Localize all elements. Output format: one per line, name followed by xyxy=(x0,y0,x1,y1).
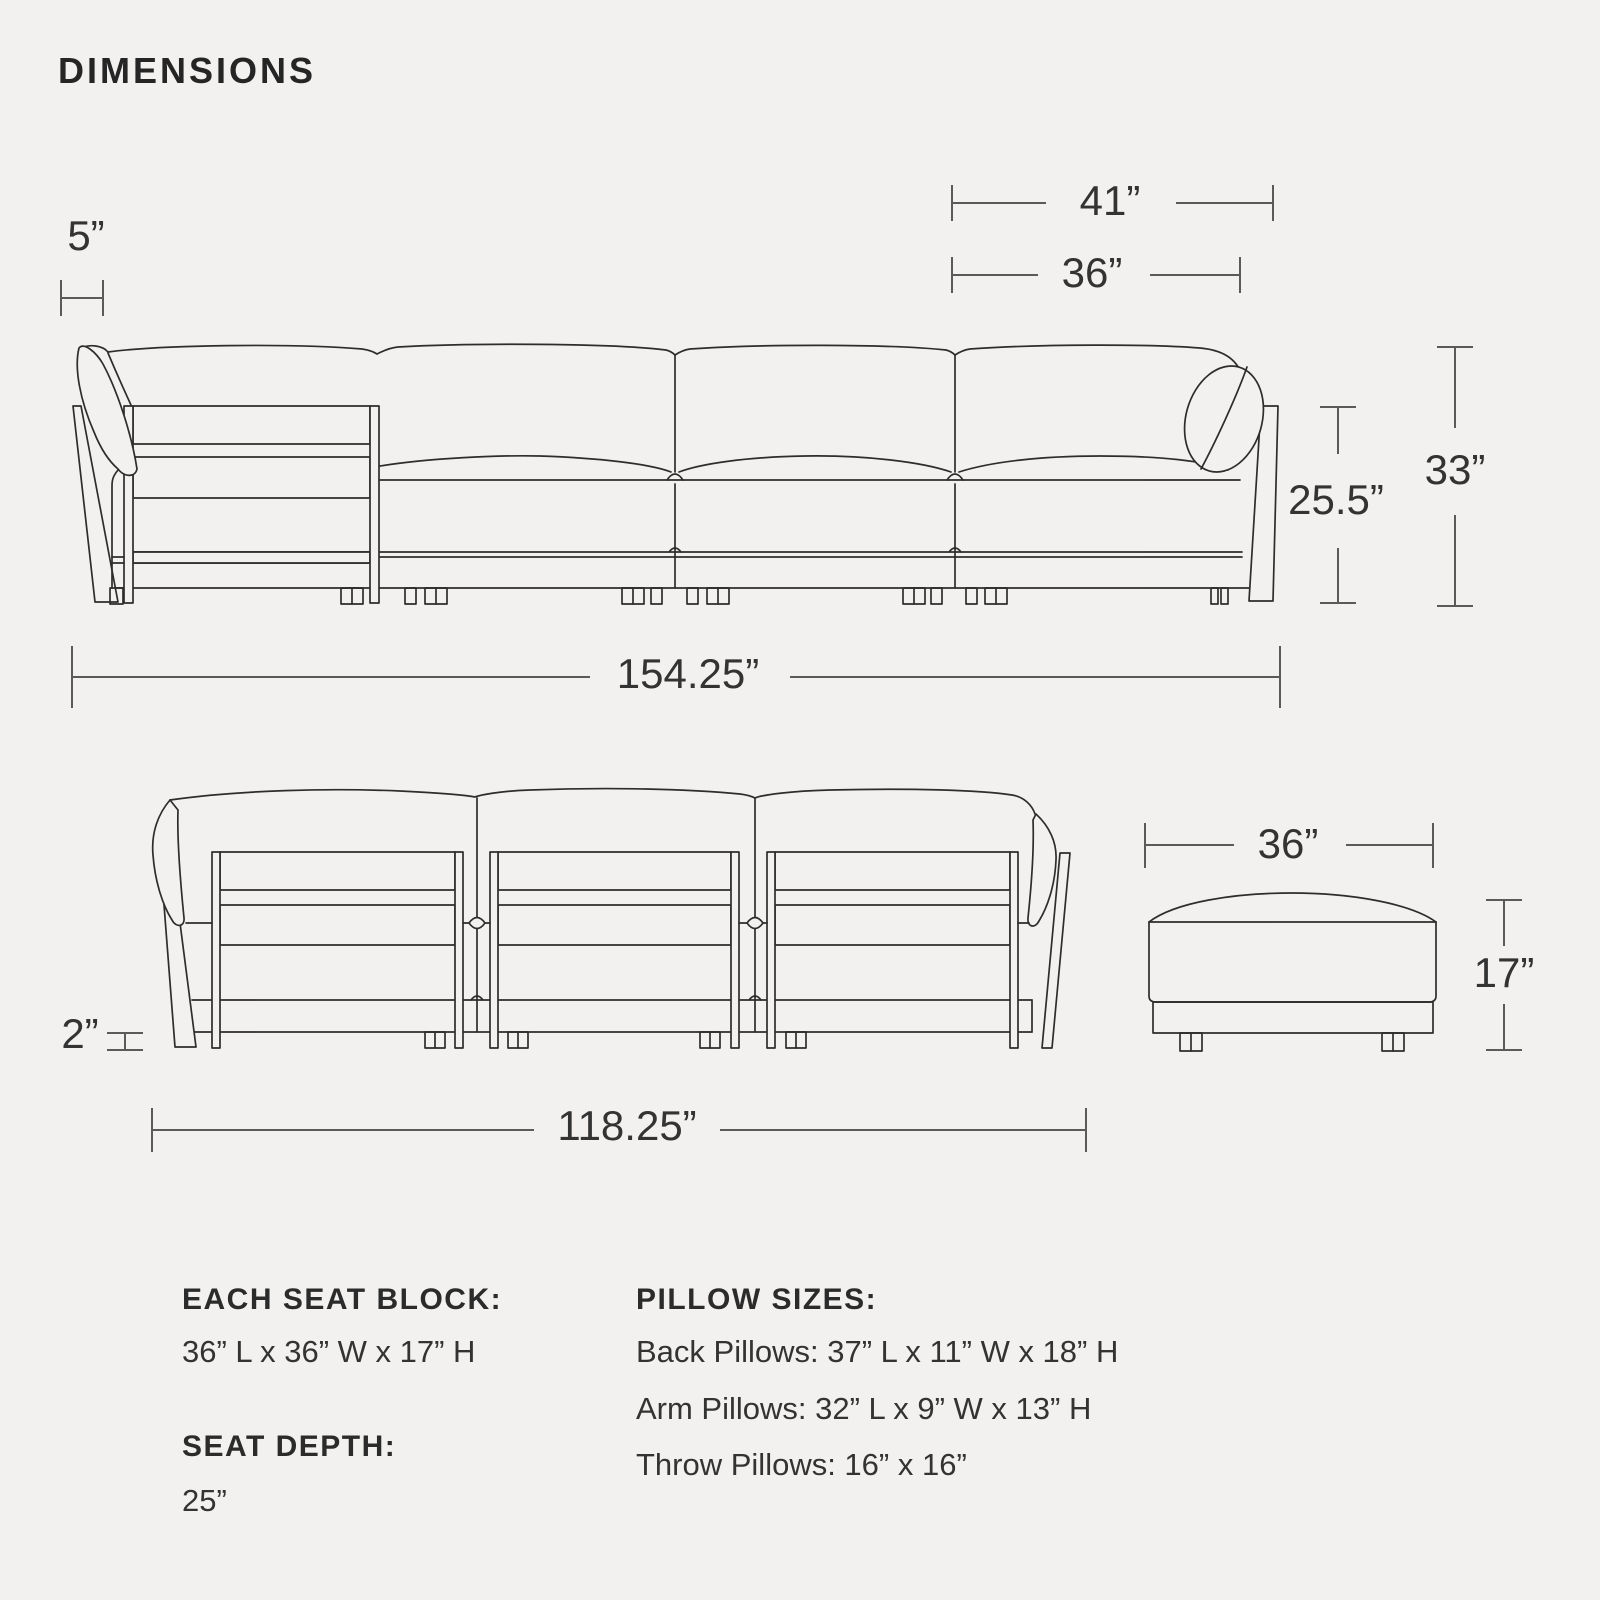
dim-label-ottoman-width: 36” xyxy=(1257,820,1319,867)
seat-block-label: EACH SEAT BLOCK: xyxy=(182,1283,503,1316)
ottoman-drawing xyxy=(1149,893,1436,1051)
dim-label-ottoman-height: 17” xyxy=(1473,949,1535,996)
pillow-arm-value: Arm Pillows: 32” L x 9” W x 13” H xyxy=(636,1391,1092,1426)
back-view-legs xyxy=(425,1032,806,1048)
dim-label-arm-width: 5” xyxy=(67,212,105,259)
pillow-sizes-label: PILLOW SIZES: xyxy=(636,1283,878,1316)
pillow-back-value: Back Pillows: 37” L x 11” W x 18” H xyxy=(636,1334,1119,1369)
seat-depth-label: SEAT DEPTH: xyxy=(182,1430,397,1463)
dimension-lines xyxy=(61,185,1522,1152)
page-title: DIMENSIONS xyxy=(58,50,317,91)
seat-depth-value: 25” xyxy=(182,1483,227,1518)
sectional-back-view-drawing xyxy=(153,789,1070,1048)
seat-block-value: 36” L x 36” W x 17” H xyxy=(182,1334,476,1369)
dim-label-total-length: 154.25” xyxy=(616,650,760,697)
sectional-front-view-drawing xyxy=(73,344,1278,604)
pillow-throw-value: Throw Pillows: 16” x 16” xyxy=(636,1447,967,1482)
dim-label-seat-with-arm: 41” xyxy=(1079,177,1141,224)
front-view-legs xyxy=(341,588,1228,604)
dim-label-seat-width: 36” xyxy=(1061,249,1123,296)
dim-label-back-height: 25.5” xyxy=(1288,476,1384,523)
dim-label-leg-height: 2” xyxy=(61,1010,99,1057)
dim-label-total-height: 33” xyxy=(1424,446,1486,493)
dim-label-back-length: 118.25” xyxy=(557,1102,697,1149)
